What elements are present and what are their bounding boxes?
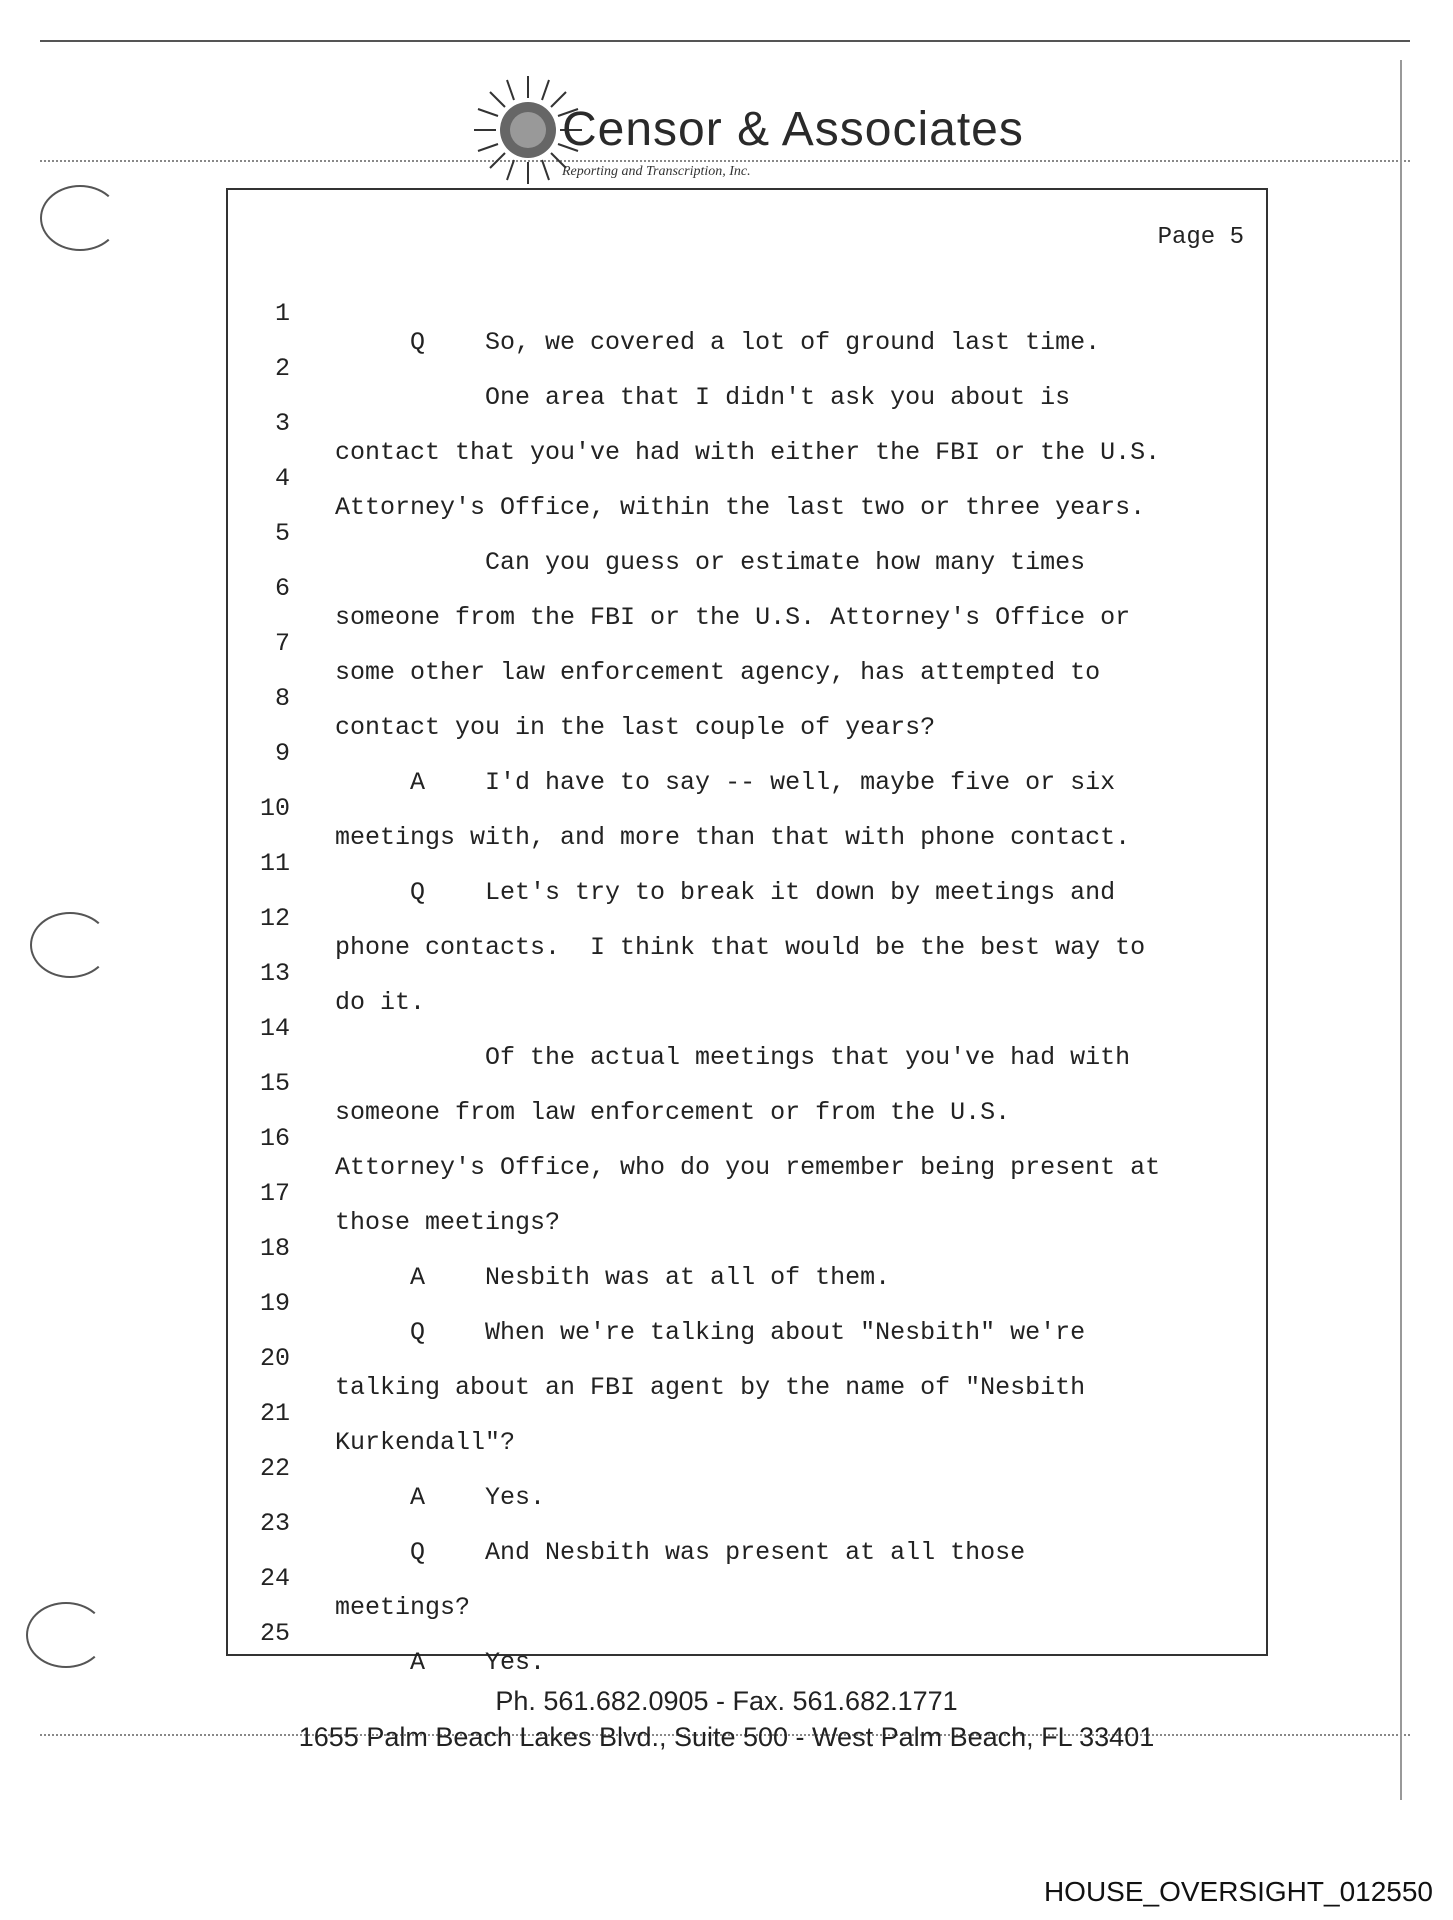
footer-phone: Ph. 561.682.0905 - Fax. 561.682.1771 [495,1686,958,1716]
line-text: meetings? [335,1593,471,1622]
line-number: 14 [259,1014,290,1043]
line-number: 20 [259,1344,290,1373]
line-number: 5 [274,519,290,548]
line-text: Kurkendall"? [335,1428,516,1457]
transcript-line [228,270,1266,357]
transcript-line [228,1315,1266,1402]
line-number: 19 [259,1289,290,1318]
line-text: talking about an FBI agent by the name of "Nesbith [335,1373,1086,1402]
transcript-line [228,325,1266,412]
line-number: 3 [274,409,290,438]
line-number: 12 [259,904,290,933]
line-number: 22 [259,1454,290,1483]
transcript-line [228,545,1266,632]
line-number: 11 [259,849,290,878]
transcript-line [228,1535,1266,1622]
line-number: 23 [259,1509,290,1538]
line-number: 15 [259,1069,290,1098]
transcript-line [228,1095,1266,1182]
line-number: 9 [274,739,290,768]
bates-number: HOUSE_OVERSIGHT_012550 [1043,1876,1433,1907]
line-text: Q So, we covered a lot of ground last time. [335,328,1101,357]
line-text: Attorney's Office, within the last two or three years. [335,493,1146,522]
line-text: meetings with, and more than that with phone contact. [335,823,1131,852]
right-edge-line [1400,60,1402,1800]
line-text: Attorney's Office, who do you remember being present at [335,1153,1161,1182]
transcript-line [228,380,1266,467]
company-tagline: Reporting and Transcription, Inc. [562,164,751,179]
line-text: Q Let's try to break it down by meetings and [335,878,1116,907]
line-text: Q When we're talking about "Nesbith" we're [335,1318,1086,1347]
line-number: 16 [259,1124,290,1153]
line-number: 25 [259,1619,290,1648]
transcript-line [228,435,1266,522]
transcript-line [228,1150,1266,1237]
line-text: someone from the FBI or the U.S. Attorney's Office or [335,603,1131,632]
line-number: 17 [259,1179,290,1208]
line-number: 24 [259,1564,290,1593]
line-number: 13 [259,959,290,988]
line-number: 6 [274,574,290,603]
transcript-line [228,655,1266,742]
transcript-line [228,1425,1266,1512]
transcript-line [228,875,1266,962]
line-text: phone contacts. I think that would be the best way to [335,933,1146,962]
transcript-line [228,985,1266,1072]
line-text: Of the actual meetings that you've had with [335,1043,1131,1072]
letterhead [470,72,1024,192]
line-text: A Yes. [335,1483,546,1512]
punch-hole [40,185,120,251]
line-text: some other law enforcement agency, has attempted to [335,658,1101,687]
transcript-line [228,710,1266,797]
transcript-line [228,1040,1266,1127]
line-text: someone from law enforcement or from the U.S. [335,1098,1011,1127]
top-border-line [40,40,1410,42]
line-number: 18 [259,1234,290,1263]
line-number: 4 [274,464,290,493]
line-number: 21 [259,1399,290,1428]
line-text: contact that you've had with either the FBI or the U.S. [335,438,1161,467]
transcript-line [228,1205,1266,1292]
transcript-line [228,765,1266,852]
transcript-line [228,1590,1266,1677]
line-text: A Yes. [335,1648,546,1677]
transcript-line [228,1370,1266,1457]
line-text: A Nesbith was at all of them. [335,1263,891,1292]
transcript-box [226,188,1268,1677]
line-number: 2 [274,354,290,383]
line-text: A I'd have to say -- well, maybe five or six [335,768,1116,797]
line-number: 1 [274,299,290,328]
line-number: 7 [274,629,290,658]
transcript-line [228,600,1266,687]
line-number: 8 [274,684,290,713]
transcript-line [228,1480,1266,1567]
transcript-line [228,1260,1266,1347]
line-text: Can you guess or estimate how many times [335,548,1086,577]
line-text: those meetings? [335,1208,561,1237]
line-text: contact you in the last couple of years? [335,713,936,742]
transcript-line [228,930,1266,1017]
line-number: 10 [259,794,290,823]
line-text: do it. [335,988,426,1017]
punch-hole [26,1602,106,1668]
page-number: Page 5 [1157,224,1244,251]
line-text: Q And Nesbith was present at all those [335,1538,1026,1567]
line-text: One area that I didn't ask you about is [335,383,1071,412]
footer-address: 1655 Palm Beach Lakes Blvd., Suite 500 - West Palm Beach, FL 33401 [298,1722,1155,1752]
transcript-line [228,490,1266,577]
company-name: Censor & Associates [562,103,1024,156]
transcript-line [228,820,1266,907]
punch-hole [30,912,110,978]
